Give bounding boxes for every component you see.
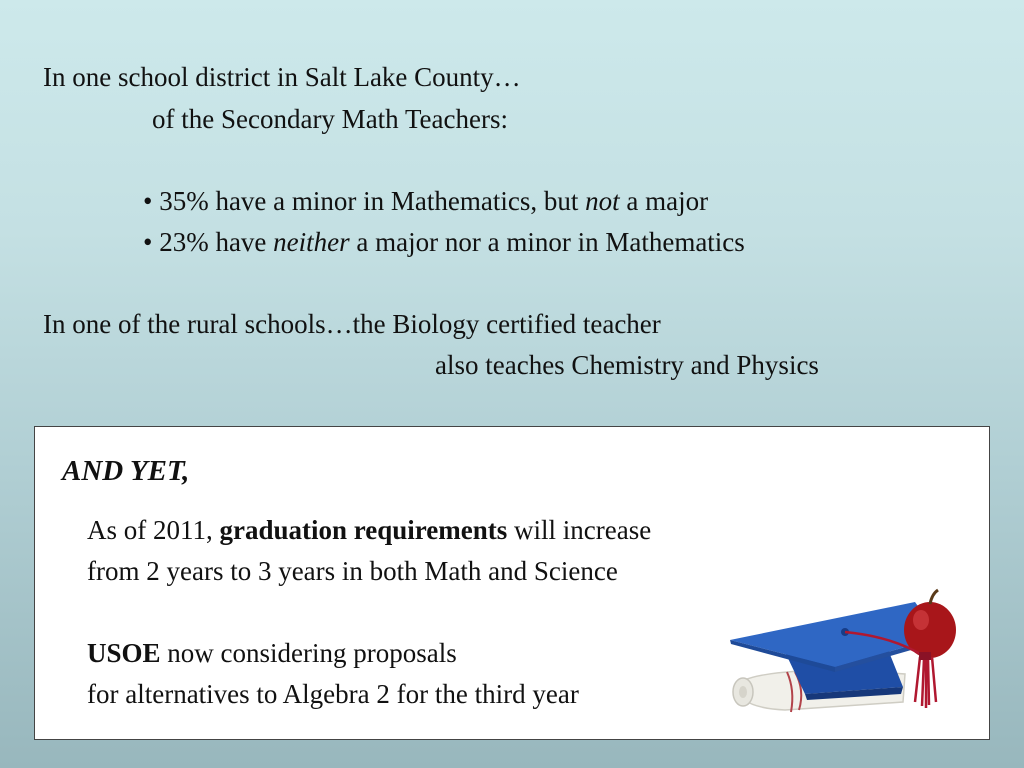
intro-line-1: In one school district in Salt Lake County…	[43, 62, 521, 92]
bullet-neither	[143, 229, 745, 256]
usoe-line-2: for alternatives to Algebra 2 for the third year	[87, 679, 579, 709]
bullet-text: • 23% have	[143, 227, 274, 257]
usoe-text: now considering proposals	[160, 638, 457, 668]
bullet-text: a major nor a minor in Mathematics	[349, 227, 745, 257]
rural-line-1: In one of the rural schools…the Biology certified teacher	[43, 309, 661, 339]
grad-text: will increase	[507, 515, 652, 545]
grad-bold: graduation requirements	[219, 515, 508, 545]
apple-icon	[904, 590, 956, 658]
grad-text: As of 2011,	[87, 515, 220, 545]
bullet-minor-not-major	[143, 188, 708, 215]
and-yet-heading: AND YET,	[62, 455, 190, 487]
bullet-emphasis: neither	[273, 227, 350, 257]
bullet-text: a major	[619, 186, 709, 216]
graduation-requirements-line-2: from 2 years to 3 years in both Math and Science	[87, 556, 618, 586]
graduation-cap-icon	[725, 582, 975, 732]
graduation-requirements-line-1	[87, 517, 651, 544]
usoe-bold: USOE	[87, 638, 161, 668]
intro-line-2: of the Secondary Math Teachers:	[152, 104, 508, 134]
bullet-emphasis: not	[585, 186, 620, 216]
bullet-text: • 35% have a minor in Mathematics, but	[143, 186, 586, 216]
rural-line-2: also teaches Chemistry and Physics	[435, 350, 819, 380]
usoe-line-1	[87, 640, 457, 667]
and-yet-callout-box	[34, 426, 990, 740]
